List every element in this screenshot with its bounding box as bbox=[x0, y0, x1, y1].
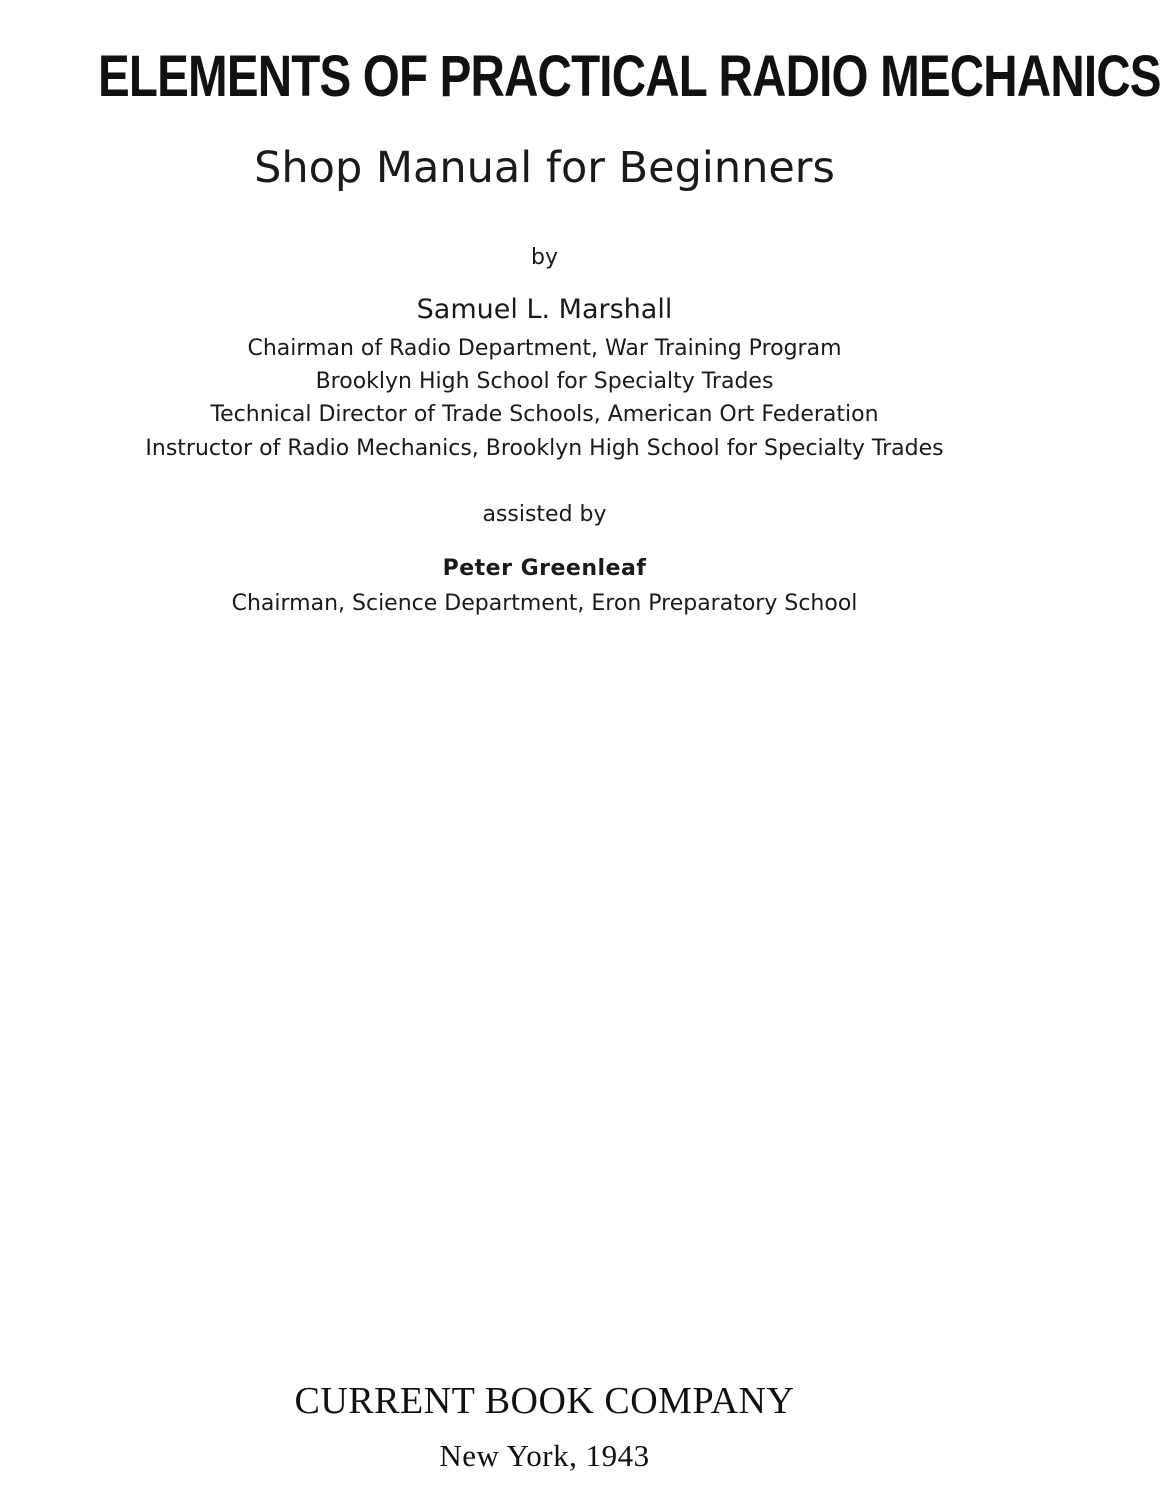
book-subtitle: Shop Manual for Beginners bbox=[254, 143, 835, 193]
publisher-name: CURRENT BOOK COMPANY bbox=[294, 1380, 795, 1422]
author-credential: Technical Director of Trade Schools, American Ort Federation bbox=[210, 402, 879, 427]
assistant-credential: Chairman, Science Department, Eron Preparatory School bbox=[231, 591, 858, 616]
author-name: Samuel L. Marshall bbox=[416, 294, 673, 325]
book-title: ELEMENTS OF PRACTICAL RADIO MECHANICS bbox=[98, 44, 1161, 109]
author-credential: Brooklyn High School for Specialty Trades bbox=[315, 369, 774, 394]
author-credential: Instructor of Radio Mechanics, Brooklyn High School for Specialty Trades bbox=[145, 436, 944, 461]
assisted-by-label: assisted by bbox=[482, 502, 607, 527]
assistant-name: Peter Greenleaf bbox=[442, 556, 647, 581]
by-label: by bbox=[531, 245, 558, 270]
author-credential: Chairman of Radio Department, War Training Program bbox=[247, 336, 842, 361]
publication-place-year: New York, 1943 bbox=[439, 1438, 650, 1473]
